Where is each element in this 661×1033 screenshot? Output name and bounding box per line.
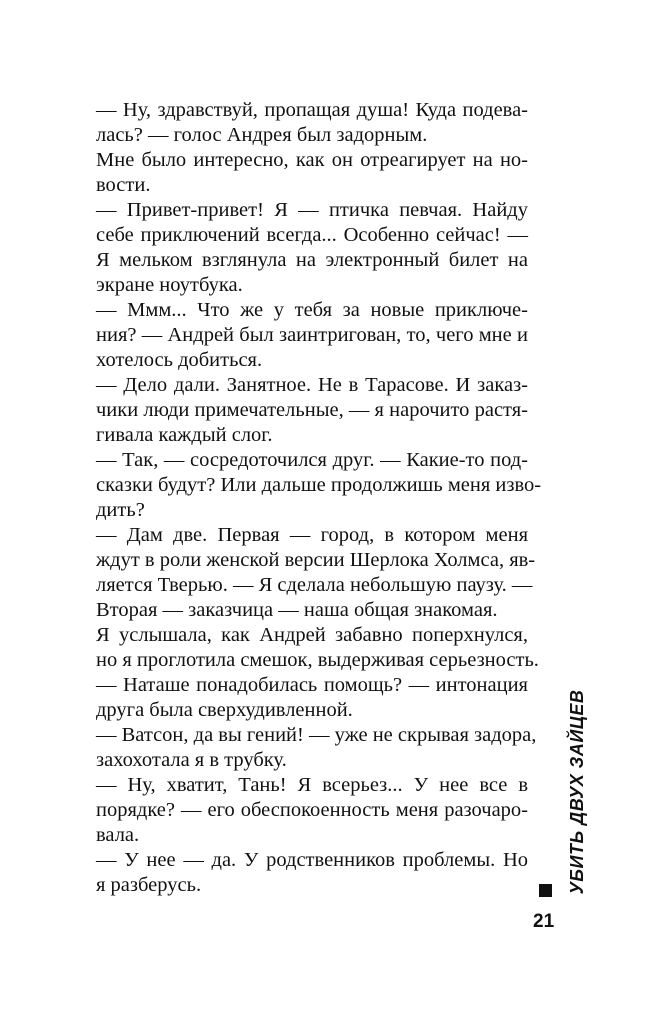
text-line: — Ммм... Что же у тебя за новые приключе- <box>96 299 528 321</box>
text-line: ждут в роли женской версии Шерлока Холмса, яв- <box>96 549 536 571</box>
text-line: — Наташе понадобилась помощь? — интонация <box>96 674 528 696</box>
text-line: сказки будут? Или дальше продолжишь меня изво- <box>96 474 542 496</box>
text-line: Мне было интересно, как он отреагирует на но- <box>96 149 528 171</box>
text-line: — Ну, хватит, Тань! Я всерьез... У нее все в <box>96 774 528 796</box>
text-line: — Так, — сосредоточился друг. — Какие-то под- <box>96 449 528 471</box>
text-line: друга была сверхудивленной. <box>96 699 353 721</box>
text-line: хотелось добиться. <box>96 349 263 371</box>
text-line: но я проглотила смешок, выдерживая серьезность. <box>96 649 539 671</box>
text-line: — Дело дали. Занятное. Не в Тарасове. И заказ- <box>96 374 528 396</box>
page-number: 21 <box>533 911 555 932</box>
text-line: экране ноутбука. <box>96 274 243 296</box>
text-line: лась? — голос Андрея был задорным. <box>96 124 428 146</box>
text-line: — У нее — да. У родственников проблемы. Но <box>96 849 528 871</box>
running-title-text: УБИТЬ ДВУХ ЗАЙЦЕВ <box>567 689 587 895</box>
text-line: — Дам две. Первая — город, в котором меня <box>96 524 528 546</box>
text-line: — Ну, здравствуй, пропащая душа! Куда подева- <box>96 99 528 121</box>
text-line: я разберусь. <box>96 874 202 896</box>
text-line: дить? <box>96 499 145 521</box>
text-line: вала. <box>96 824 140 846</box>
text-line: — Ватсон, да вы гений! — уже не скрывая задора, <box>96 724 537 746</box>
text-line: себе приключений всегда... Особенно сейчас! — <box>96 224 528 246</box>
text-line: Я мельком взглянула на электронный билет на <box>96 249 528 271</box>
text-line: вости. <box>96 174 151 196</box>
text-line: ляется Тверью. — Я сделала небольшую паузу. — <box>96 574 533 596</box>
text-line: ния? — Андрей был заинтригован, то, чего мне и <box>96 324 528 346</box>
text-line: — Привет-привет! Я — птичка певчая. Найду <box>96 199 528 221</box>
text-line: чики люди примечательные, — я нарочито растя- <box>96 399 528 421</box>
text-line: гивала каждый слог. <box>96 424 273 446</box>
text-line: порядке? — его обеспокоенность меня разочаро- <box>96 799 528 821</box>
text-line: Я услышала, как Андрей забавно поперхнулся, <box>96 624 528 646</box>
square-marker-icon <box>539 884 552 897</box>
text-line: Вторая — заказчица — наша общая знакомая. <box>96 599 498 621</box>
text-line: захохотала я в трубку. <box>96 749 287 771</box>
running-title <box>532 686 587 898</box>
